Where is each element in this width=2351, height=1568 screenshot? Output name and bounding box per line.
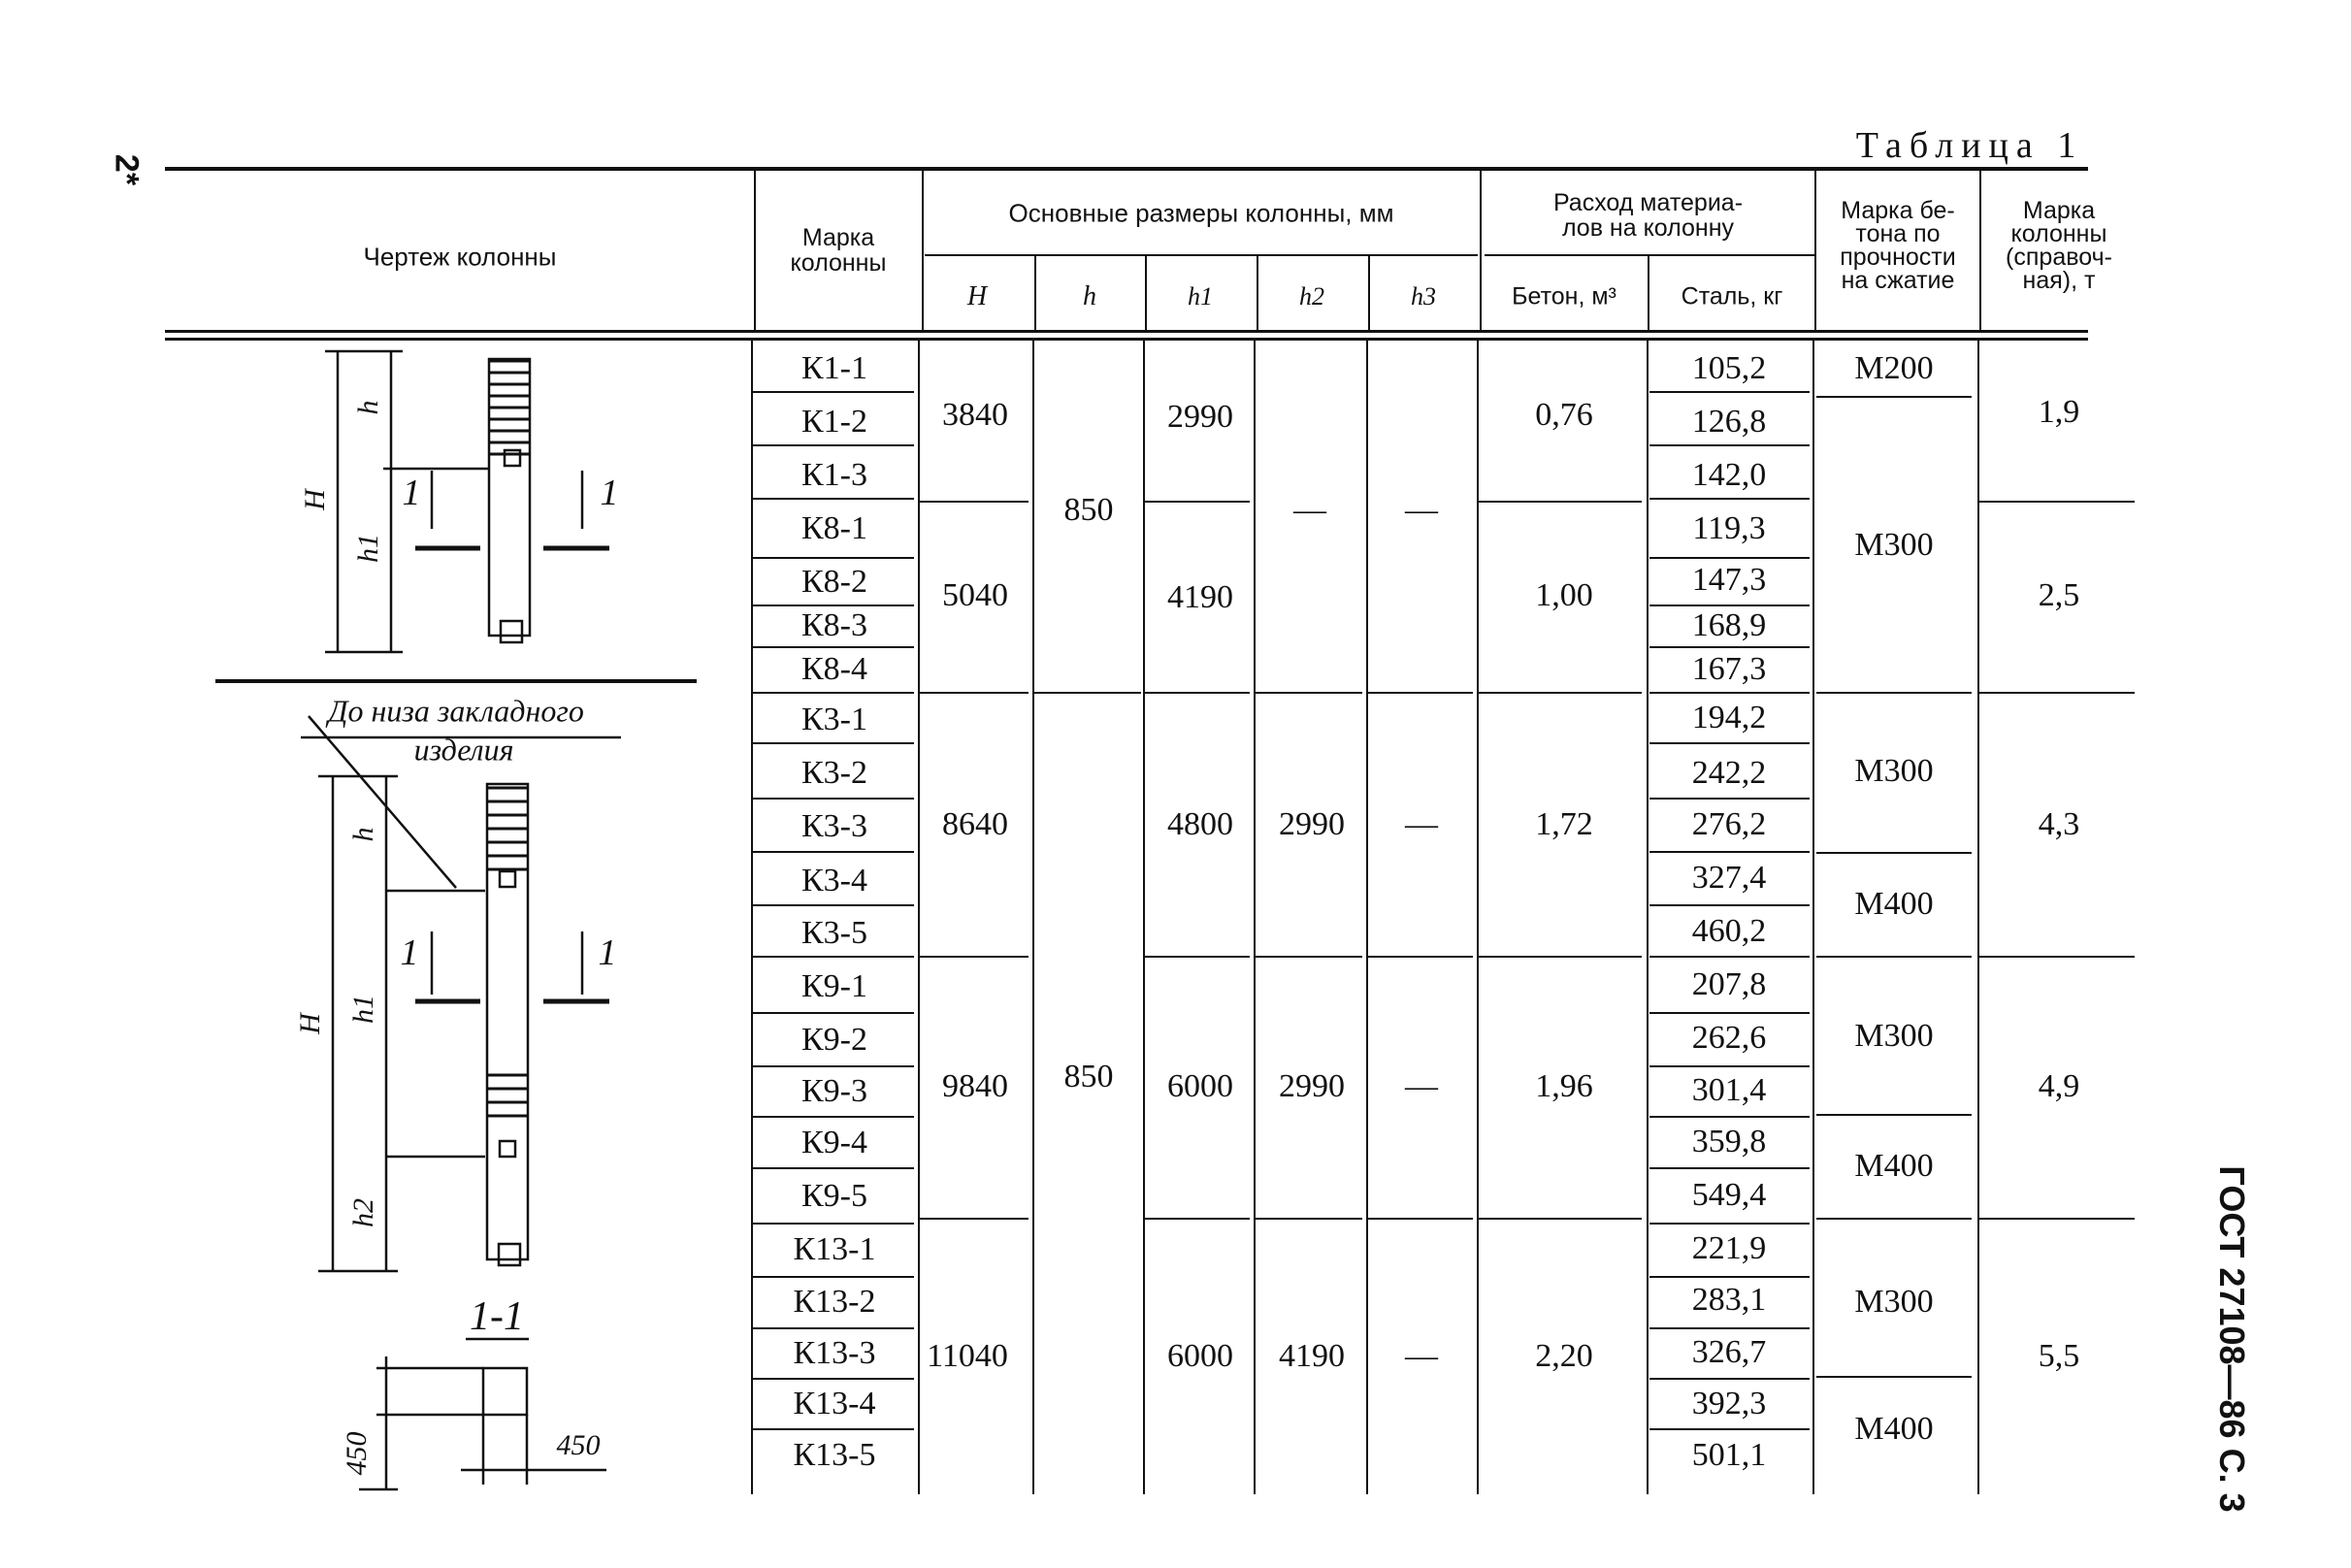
section-size-side: 450 [341, 1431, 373, 1476]
section-size-bottom: 450 [556, 1429, 601, 1461]
header-mass [1981, 199, 2137, 292]
mark-cell: К9-3 [801, 1073, 867, 1109]
drawing-note-line1: До низа закладного [328, 693, 584, 729]
grade-cell: М300 [1854, 527, 1934, 563]
header-grade-line2: тона по [1855, 220, 1941, 247]
steel-cell: 221,9 [1691, 1230, 1767, 1266]
mark-cell: К9-1 [801, 968, 867, 1004]
steel-cell: 262,6 [1691, 1020, 1767, 1056]
mass-value: 2,5 [2038, 577, 2080, 613]
h1-value: 2990 [1167, 399, 1233, 435]
grade-cell: М400 [1854, 1148, 1934, 1184]
H-value: 5040 [942, 577, 1008, 613]
steel-cell: 501,1 [1691, 1437, 1767, 1473]
header-drawing: Чертеж колонны [363, 242, 557, 272]
steel-cell: 392,3 [1691, 1386, 1767, 1421]
drawing-note-line2: изделия [413, 732, 514, 768]
concrete-value: 0,76 [1535, 397, 1593, 433]
steel-cell: 359,8 [1691, 1124, 1767, 1160]
steel-cell: 283,1 [1691, 1282, 1767, 1318]
header-h: h [1083, 281, 1096, 311]
steel-cell: 147,3 [1691, 562, 1767, 598]
section-mark-left-top: 1 [402, 473, 421, 513]
mark-cell: К13-5 [793, 1437, 876, 1473]
header-mass-line1: Марка [2022, 197, 2096, 224]
mark-cell: К13-3 [793, 1335, 876, 1371]
header-materials [1482, 190, 1814, 241]
section-title: 1-1 [470, 1294, 524, 1339]
header-H: H [966, 281, 988, 311]
header-steel: Сталь, кг [1681, 282, 1783, 310]
dim-label-H-top: H [299, 489, 331, 510]
grade-cell: М300 [1854, 753, 1934, 789]
h3-value: — [1405, 1068, 1438, 1104]
h2-dash-top: — [1293, 492, 1326, 528]
mark-cell: К13-2 [793, 1284, 876, 1320]
dim-label-h2-bottom: h2 [347, 1198, 379, 1227]
steel-cell: 126,8 [1691, 404, 1767, 440]
header-mark-line2: колонны [790, 249, 887, 277]
steel-cell: 207,8 [1691, 966, 1767, 1002]
steel-cell: 105,2 [1691, 350, 1767, 386]
steel-cell: 549,4 [1691, 1177, 1767, 1213]
mark-cell: К1-1 [801, 350, 867, 386]
section-mark-left-bottom: 1 [400, 932, 419, 973]
concrete-value: 2,20 [1535, 1338, 1593, 1374]
grade-cell: М300 [1854, 1284, 1934, 1320]
mark-cell: К3-4 [801, 863, 867, 898]
steel-cell: 276,2 [1691, 806, 1767, 842]
steel-cell: 242,2 [1691, 755, 1767, 791]
grade-cell: М400 [1854, 886, 1934, 922]
h1-value: 6000 [1167, 1068, 1233, 1104]
mass-value: 4,3 [2038, 806, 2080, 842]
header-mark [757, 225, 920, 276]
mark-cell: К3-2 [801, 755, 867, 791]
mass-value: 4,9 [2038, 1068, 2080, 1104]
header-grade-line4: на сжатие [1841, 267, 1955, 294]
page-number-margin: 2* [108, 153, 146, 186]
concrete-value: 1,00 [1535, 577, 1593, 613]
grade-cell: М400 [1854, 1411, 1934, 1447]
steel-cell: 168,9 [1691, 607, 1767, 643]
table-title: Таблица 1 [1855, 125, 2084, 166]
header-mass-line4: ная), т [2022, 267, 2096, 294]
h2-value: 4190 [1279, 1338, 1345, 1374]
H-value: 3840 [942, 397, 1008, 433]
header-grade-line3: прочности [1840, 244, 1956, 271]
mark-cell: К1-3 [801, 457, 867, 493]
header-h2: h2 [1299, 282, 1324, 310]
mass-value: 5,5 [2038, 1338, 2080, 1374]
section-mark-right-top: 1 [600, 473, 619, 513]
h2-value: 2990 [1279, 1068, 1345, 1104]
side-note-gost: ГОСТ 27108—86 С. 3 [2212, 1165, 2252, 1513]
mark-cell: К9-2 [801, 1022, 867, 1058]
header-h1: h1 [1188, 282, 1213, 310]
header-concrete: Бетон, м³ [1512, 282, 1616, 310]
grade-cell: М300 [1854, 1018, 1934, 1054]
grade-cell: М200 [1854, 350, 1934, 386]
mark-cell: К3-1 [801, 702, 867, 737]
header-mass-line2: колонны [2010, 220, 2107, 247]
header-mass-line3: (справоч- [2006, 244, 2112, 271]
dim-label-h1-bottom: h1 [347, 995, 379, 1024]
dim-label-h-bottom: h [347, 827, 379, 842]
section-mark-right-bottom: 1 [598, 932, 617, 973]
dim-label-h1-top: h1 [352, 534, 384, 563]
concrete-value: 1,96 [1535, 1068, 1593, 1104]
H-value: 11040 [927, 1338, 1008, 1374]
header-materials-line2: лов на колонну [1561, 214, 1735, 242]
h-value-lower: 850 [1063, 1059, 1114, 1094]
header-mark-line1: Марка [801, 224, 875, 251]
steel-cell: 301,4 [1691, 1072, 1767, 1108]
steel-cell: 327,4 [1691, 860, 1767, 896]
h3-dash-top: — [1405, 492, 1438, 528]
steel-cell: 142,0 [1691, 457, 1767, 493]
steel-cell: 194,2 [1691, 700, 1767, 735]
header-concrete-grade [1816, 199, 1979, 292]
steel-cell: 326,7 [1691, 1334, 1767, 1370]
h1-value: 4190 [1167, 579, 1233, 615]
concrete-value: 1,72 [1535, 806, 1593, 842]
mark-cell: К9-5 [801, 1178, 867, 1214]
dim-label-h-top: h [352, 400, 384, 415]
mark-cell: К13-1 [793, 1231, 876, 1267]
mark-cell: К9-4 [801, 1125, 867, 1160]
h3-value: — [1405, 1338, 1438, 1374]
h1-value: 6000 [1167, 1338, 1233, 1374]
mark-cell: К13-4 [793, 1386, 876, 1421]
H-value: 8640 [942, 806, 1008, 842]
mark-cell: К8-4 [801, 651, 867, 687]
mark-cell: К1-2 [801, 404, 867, 440]
steel-cell: 460,2 [1691, 913, 1767, 949]
header-grade-line1: Марка бе- [1841, 197, 1955, 224]
H-value: 9840 [942, 1068, 1008, 1104]
mark-cell: К8-2 [801, 564, 867, 600]
mass-value: 1,9 [2038, 394, 2080, 430]
steel-cell: 167,3 [1691, 651, 1767, 687]
dim-label-H-bottom: H [294, 1013, 326, 1034]
mark-cell: К8-1 [801, 510, 867, 546]
header-h3: h3 [1411, 282, 1436, 310]
h3-value: — [1405, 806, 1438, 842]
mark-cell: К3-3 [801, 808, 867, 844]
h2-value: 2990 [1279, 806, 1345, 842]
header-dims: Основные размеры колонны, мм [1008, 198, 1394, 228]
h1-value: 4800 [1167, 806, 1233, 842]
mark-cell: К8-3 [801, 607, 867, 643]
header-materials-line1: Расход материа- [1552, 189, 1744, 216]
h-value-upper: 850 [1063, 492, 1114, 528]
steel-cell: 119,3 [1692, 510, 1766, 546]
mark-cell: К3-5 [801, 915, 867, 951]
